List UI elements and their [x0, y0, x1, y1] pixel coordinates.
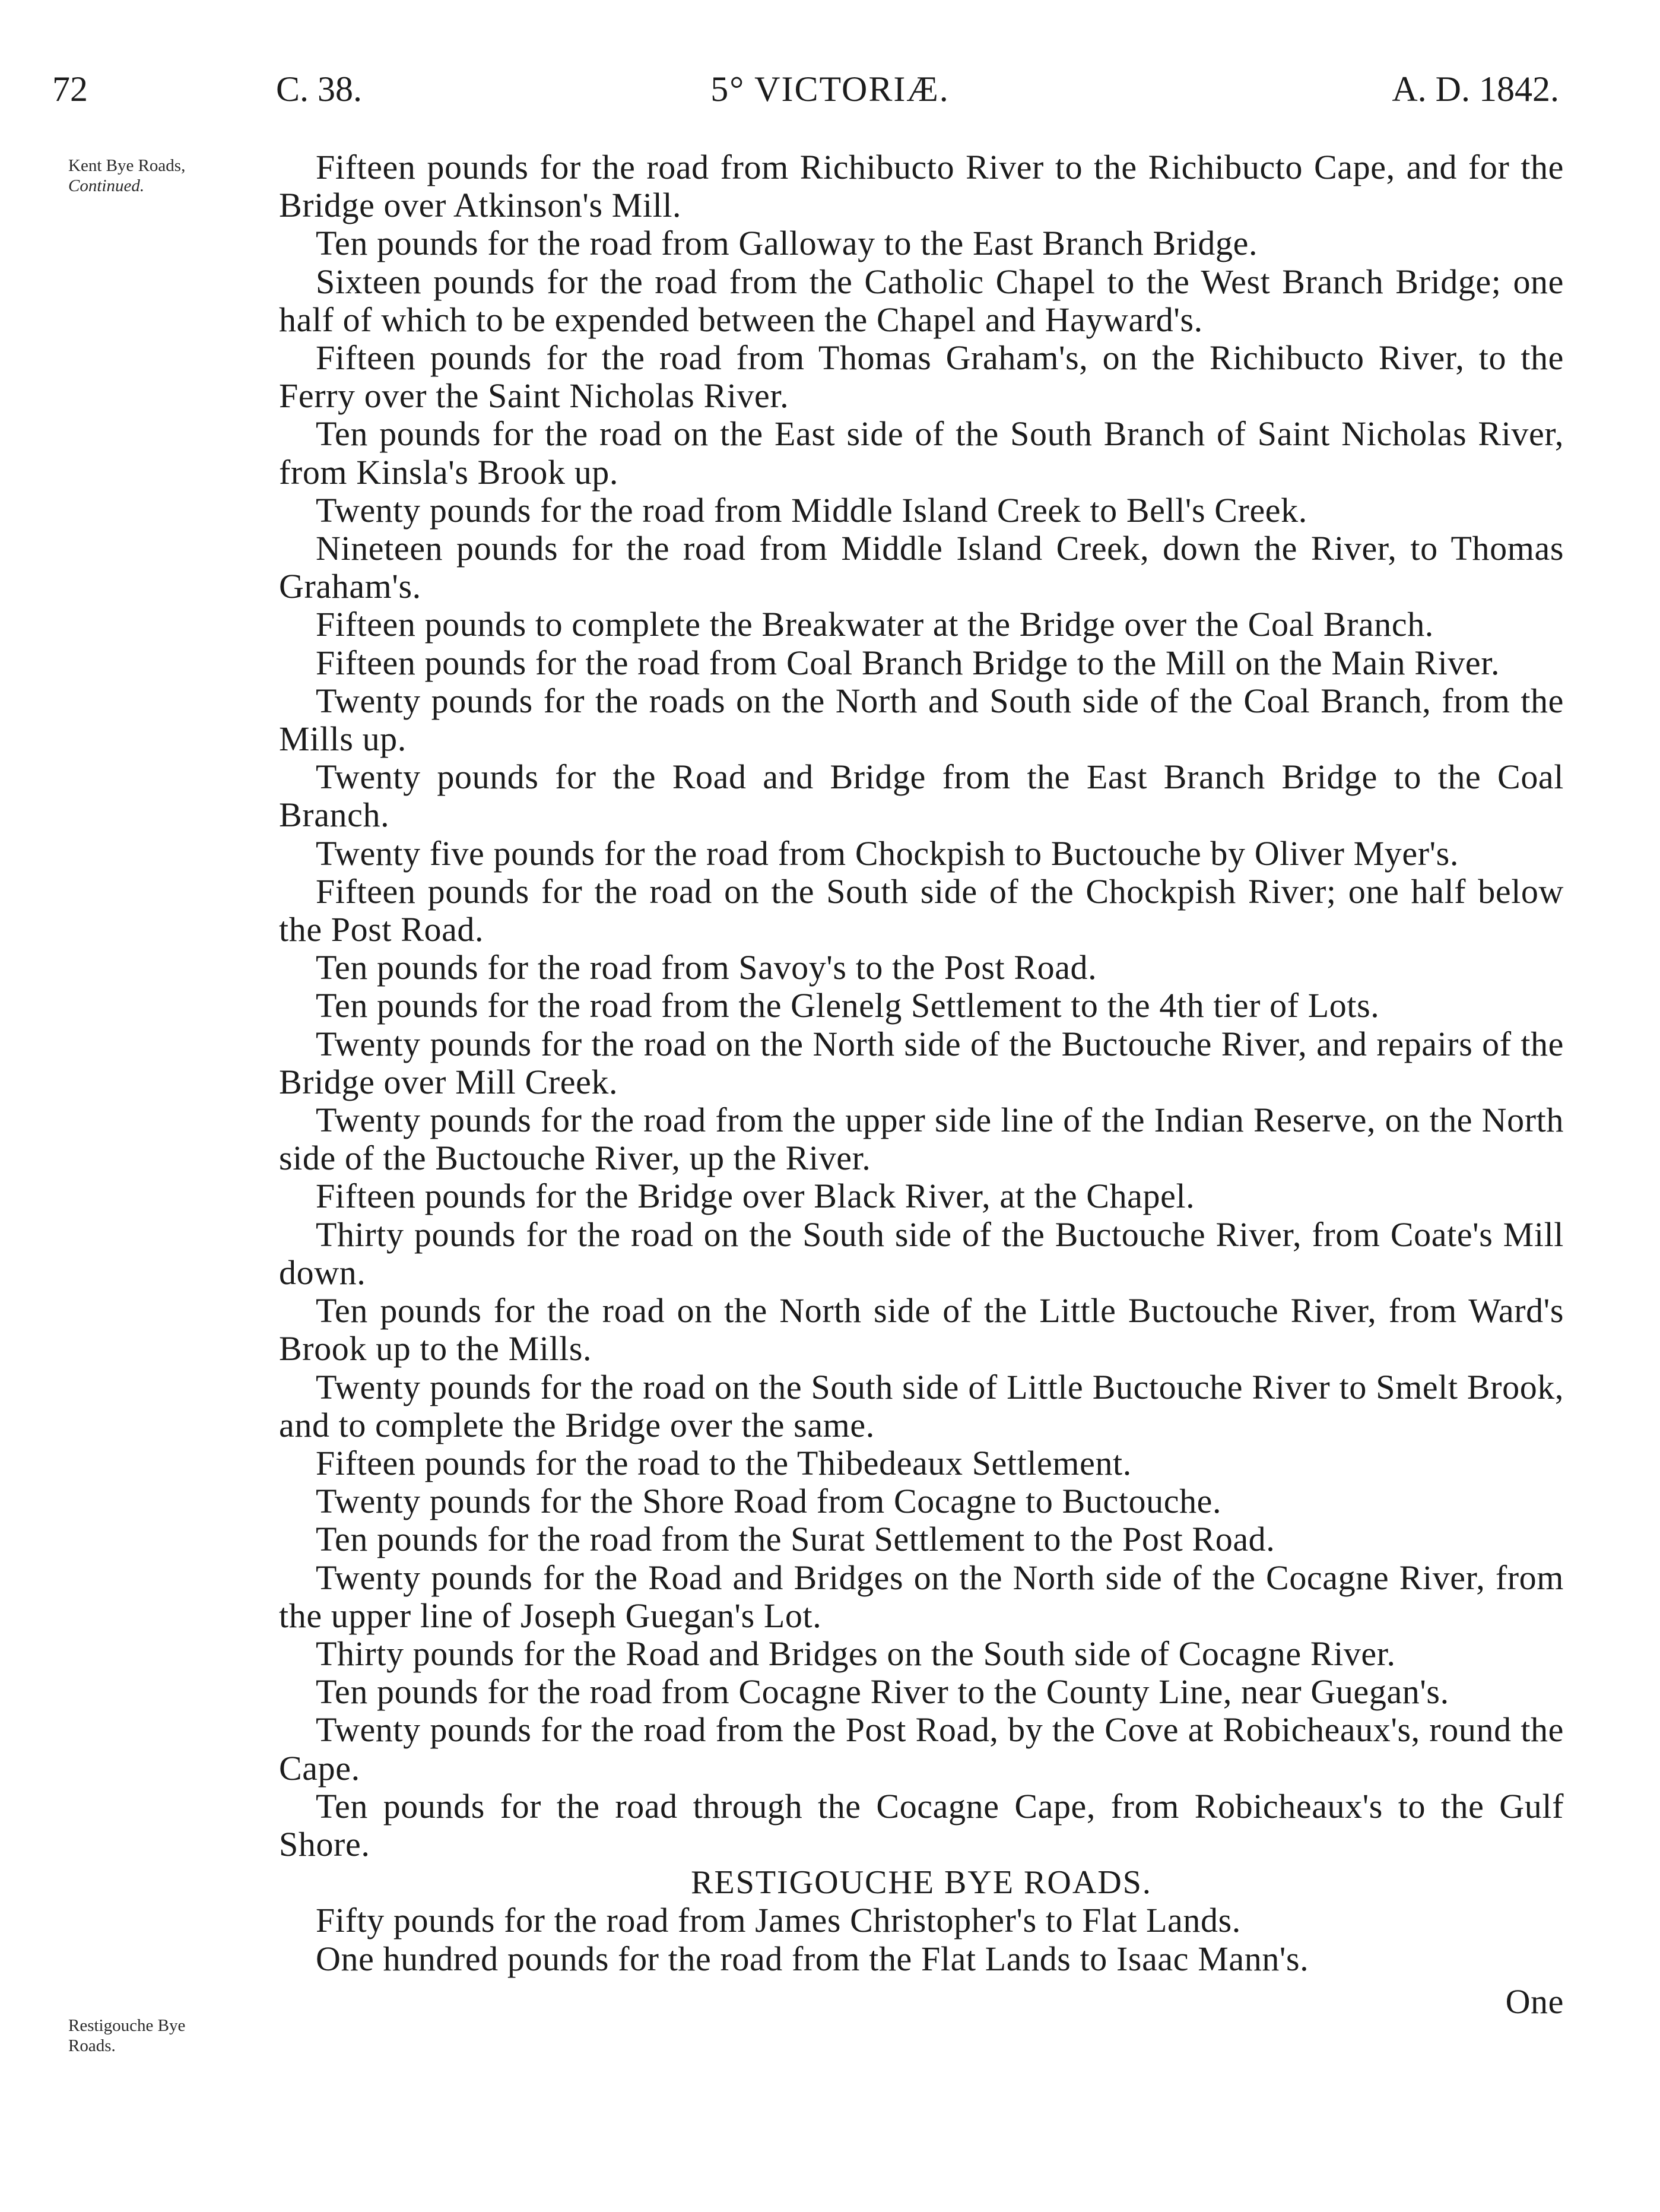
main-text — [279, 148, 1564, 2021]
appropriation-item: Fifteen pounds for the road to the Thibedeaux Settlement. — [316, 1443, 1132, 1482]
margin-note-kent-continued: Continued. — [68, 176, 145, 195]
appropriation-item: Fifteen pounds to complete the Breakwater at the Bridge over the Coal Branch. — [316, 605, 1434, 644]
appropriation-item: Fifteen pounds for the road from Thomas Graham's, on the Richibucto River, to the Ferry over the Saint Nicholas River. — [279, 338, 1564, 416]
appropriation-item: Twenty five pounds for the road from Chockpish to Buctouche by Oliver Myer's. — [316, 834, 1459, 873]
margin-note-kent-title: Kent Bye Roads, — [68, 156, 186, 175]
page-number: 72 — [52, 69, 88, 109]
page-header — [0, 62, 1660, 116]
appropriation-item: Fifteen pounds for the Bridge over Black River, at the Chapel. — [316, 1177, 1195, 1216]
regnal-year: 5° VICTORIÆ. — [710, 69, 950, 109]
appropriation-item: Ten pounds for the road from the Surat Settlement to the Post Road. — [316, 1520, 1275, 1559]
appropriation-item: Thirty pounds for the Road and Bridges on the South side of Cocagne River. — [316, 1634, 1396, 1673]
margin-note-restigouche-line2: Roads. — [68, 2036, 116, 2055]
appropriation-item: Twenty pounds for the road from the upper side line of the Indian Reserve, on the North side of the Buctouche River, up the River. — [279, 1101, 1564, 1178]
appropriation-item: Twenty pounds for the road on the South side of Little Buctouche River to Smelt Brook, and to complete the Bridge over the same. — [279, 1367, 1564, 1444]
appropriation-item: Fifty pounds for the road from James Christopher's to Flat Lands. — [316, 1901, 1241, 1940]
appropriation-item: Ten pounds for the road from the Glenelg Settlement to the 4th tier of Lots. — [316, 986, 1380, 1025]
appropriation-item: Twenty pounds for the Road and Bridge from the East Branch Bridge to the Coal Branch. — [279, 758, 1564, 835]
appropriation-item: Twenty pounds for the Road and Bridges on the North side of the Cocagne River, from the upper line of Joseph Guegan's Lot. — [279, 1558, 1564, 1635]
appropriation-item: Ten pounds for the road from Galloway to the East Branch Bridge. — [316, 224, 1258, 263]
catchword: One — [1505, 1982, 1564, 2021]
appropriation-item: Thirty pounds for the road on the South side of the Buctouche River, from Coate's Mill down. — [279, 1215, 1564, 1292]
appropriation-item: Sixteen pounds for the road from the Catholic Chapel to the West Branch Bridge; one half of which to be expended between the Chapel and Hayward's. — [279, 262, 1564, 339]
appropriation-item: Twenty pounds for the Shore Road from Cocagne to Buctouche. — [316, 1482, 1222, 1521]
appropriation-item: Twenty pounds for the road on the North side of the Buctouche River, and repairs of the Bridge over Mill Creek. — [279, 1024, 1564, 1101]
margin-note-restigouche-line1: Restigouche Bye — [68, 2016, 186, 2035]
section-heading-restigouche: RESTIGOUCHE BYE ROADS. — [691, 1864, 1152, 1902]
appropriation-item: Fifteen pounds for the road on the South side of the Chockpish River; one half below the Post Road. — [279, 872, 1564, 949]
margin-note-restigouche — [68, 2015, 270, 2056]
margin-note-kent — [68, 156, 270, 196]
calendar-year: A. D. 1842. — [1392, 69, 1559, 109]
appropriation-item: Ten pounds for the road from Cocagne River to the County Line, near Guegan's. — [316, 1672, 1449, 1712]
appropriation-item: Twenty pounds for the roads on the North and South side of the Coal Branch, from the Mills up. — [279, 681, 1564, 759]
appropriation-item: One hundred pounds for the road from the Flat Lands to Isaac Mann's. — [316, 1939, 1309, 1978]
appropriation-item: Ten pounds for the road from Savoy's to the Post Road. — [316, 948, 1097, 987]
appropriation-item: Twenty pounds for the road from Middle Island Creek to Bell's Creek. — [316, 490, 1307, 530]
kent-bye-roads-list — [279, 148, 1564, 1864]
appropriation-item: Ten pounds for the road through the Cocagne Cape, from Robicheaux's to the Gulf Shore. — [279, 1786, 1564, 1864]
appropriation-item: Fifteen pounds for the road from Richibucto River to the Richibucto Cape, and for the Bridge over Atkinson's Mill. — [279, 148, 1564, 225]
appropriation-item: Twenty pounds for the road from the Post Road, by the Cove at Robicheaux's, round the Cape. — [279, 1710, 1564, 1788]
appropriation-item: Ten pounds for the road on the East side of the South Branch of Saint Nicholas River, from Kinsla's Brook up. — [279, 414, 1564, 492]
appropriation-item: Fifteen pounds for the road from Coal Branch Bridge to the Mill on the Main River. — [316, 643, 1500, 682]
chapter-number: C. 38. — [276, 69, 363, 109]
appropriation-item: Ten pounds for the road on the North side of the Little Buctouche River, from Ward's Brook up to the Mills. — [279, 1291, 1564, 1368]
restigouche-bye-roads-list — [279, 1902, 1564, 1978]
appropriation-item: Nineteen pounds for the road from Middle Island Creek, down the River, to Thomas Graham's. — [279, 529, 1564, 606]
